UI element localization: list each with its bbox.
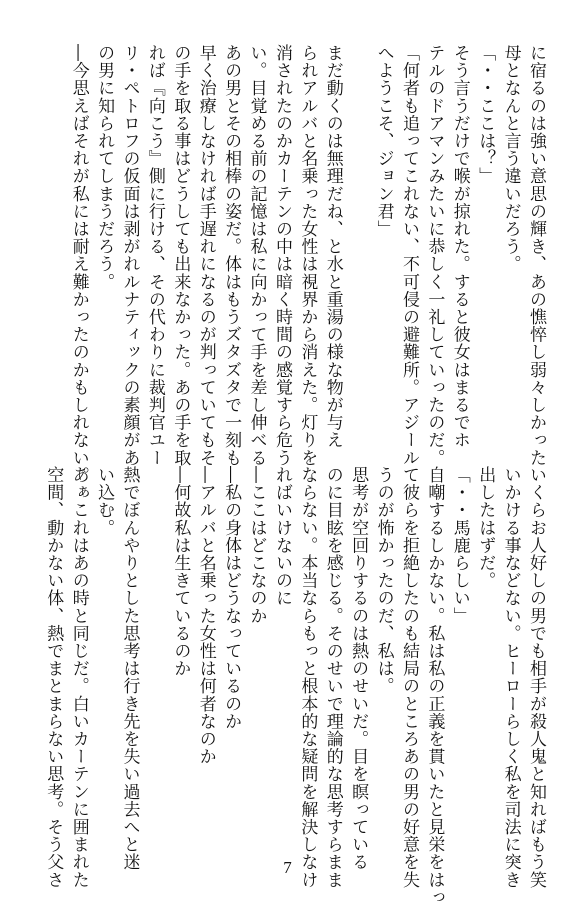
text-line: ―アルバと名乗った女性は何者なのか (195, 466, 216, 766)
text-line: の手を取る事はどうしても出来なかった。あの手を取 (170, 44, 191, 467)
lower-text-block (43, 466, 548, 906)
text-line: へようこそ、ジョン君」 (373, 44, 394, 238)
text-line: て彼らを拒絶したのも結局のところあの男の好意を失 (398, 466, 419, 889)
text-line: 自嘲するしかない。私は私の正義を貫いたと見栄をはっ (424, 466, 445, 906)
text-line: 消されたのかカーテンの中は暗く時間の感覚すら危う (271, 44, 292, 467)
text-line (345, 44, 370, 404)
text-line: の男に知られてしまうだろう。 (94, 44, 115, 291)
text-line: あぁこれはあの時と同じだ。白いカーテンに囲まれた (68, 466, 89, 889)
text-line: 母となんと言う違いだろう。 (500, 44, 521, 273)
text-line: 熱でぼんやりとした思考は行き先を失い過去へと迷 (119, 466, 140, 871)
page-number: 7 (283, 858, 292, 877)
text-line: 「何者も追ってこれない、不可侵の避難所。アジール (398, 44, 419, 467)
text-line: ならない。本当ならもっと根本的な疑問を解決しなけ (297, 466, 318, 889)
text-line (142, 466, 167, 830)
text-line: テルのドアマンみたいに恭しく一礼していったのだ。 (424, 44, 445, 467)
text-line: られアルバと名乗った女性は視界から消えた。灯りを (297, 44, 318, 467)
text-line: 早く治療しなければ手遅れになるのが判っていてもそ (195, 44, 216, 467)
text-line: ―私の身体はどうなっているのか (221, 466, 242, 730)
text-line: 「・・馬鹿らしい」 (449, 466, 470, 625)
text-line: 空間、動かない体、熱でまとまらない思考。そう父さ (43, 466, 64, 889)
text-line: ればいけないのに (271, 466, 292, 607)
text-line: のに目眩を感じる。そのせいで理論的な思考すらまま (322, 466, 343, 889)
text-line: 「・・ここは？」 (475, 44, 496, 185)
text-line: リ・ペトロフの仮面は剥がれルナティックの素顔があ (119, 44, 140, 467)
text-line: いくらお人好しの男でも相手が殺人鬼と知ればもう笑 (526, 466, 546, 889)
text-line: まだ動くのは無理だね、と水と重湯の様な物が与え (322, 44, 343, 449)
text-line: ―何故私は生きているのか (170, 466, 191, 678)
text-line: ―今思えばそれが私には耐え難かったのかもしれない。 (68, 44, 89, 484)
text-line: い込む。 (94, 466, 115, 537)
text-line: うのが怖かったのだ、私は。 (373, 466, 394, 695)
text-line: そう言うだけで喉が掠れた。すると彼女はまるでホ (449, 44, 470, 449)
text-line: い。目覚める前の記憶は私に向かって手を差し伸べる (246, 44, 267, 467)
text-line: ―ここはどこなのか (246, 466, 267, 625)
text-line: いかける事などない。ヒーローらしく私を司法に突き (500, 466, 521, 889)
text-line: 出したはずだ。 (475, 466, 496, 590)
text-line: れば『向こう』側に行ける、その代わりに裁判官ユー (144, 44, 165, 467)
upper-text-block (34, 44, 548, 484)
text-line: 思考が空回りするのは熱のせいだ。目を瞑っている (348, 466, 369, 871)
text-line: に宿るのは強い意思の輝き、あの憔悴し弱々しかった (526, 44, 546, 467)
text-line: あの男とその相棒の姿だ。体はもうズタズタで一刻も (221, 44, 242, 467)
